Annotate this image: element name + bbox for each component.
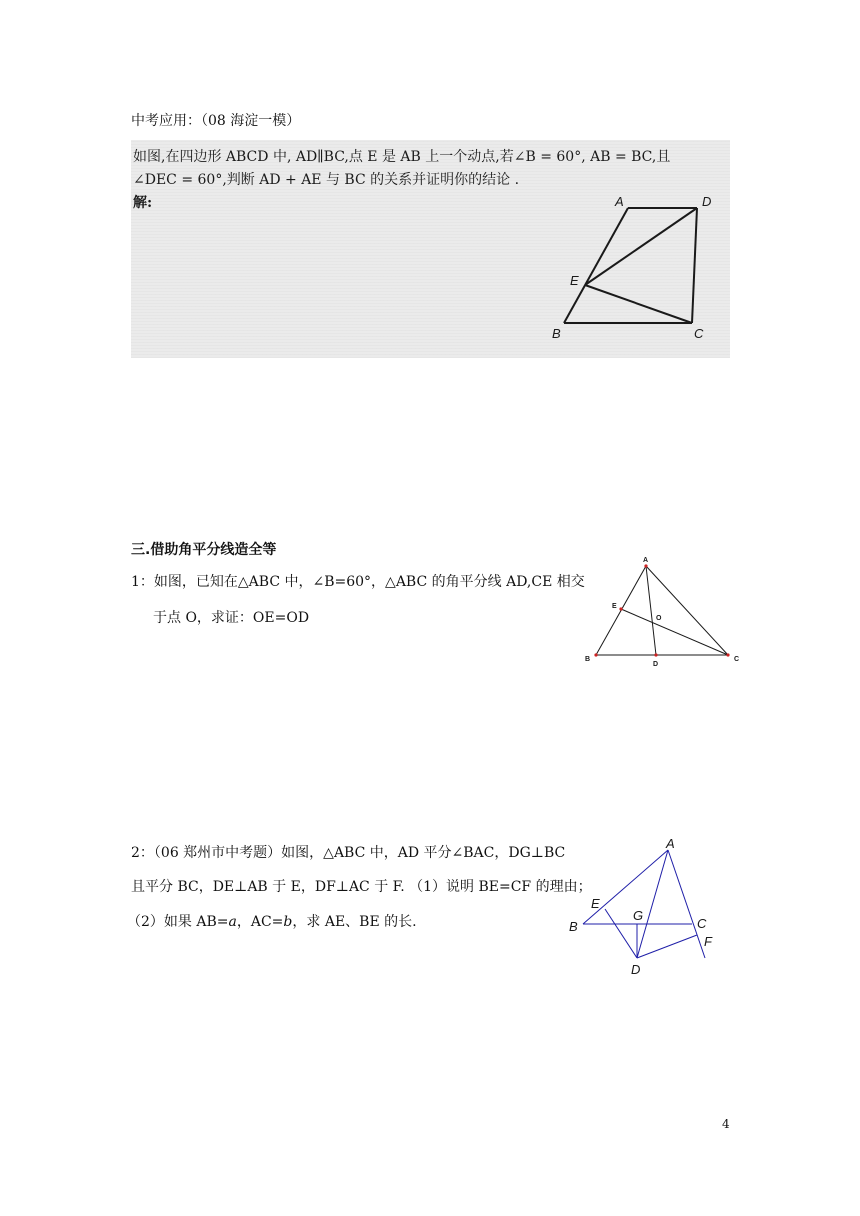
label-b: B: [585, 656, 591, 663]
point-b-dot: [594, 653, 597, 656]
problem-2-line-3-part-b: ，AC=: [236, 914, 284, 930]
problem-2-line-3-part-a: （2）如果 AB=: [127, 914, 229, 930]
problem-2-line-3: [127, 912, 417, 932]
solution-label: 解:: [133, 195, 153, 211]
line-df: [637, 935, 697, 958]
point-label-c: C: [694, 326, 704, 341]
problem-2-line-2: 且平分 BC，DE⊥AB 于 E，DF⊥AC 于 F. （1）说明 BE=CF 的理由；: [131, 879, 592, 895]
segment-ed: [585, 208, 697, 285]
scan-problem-line-1: 如图,在四边形 ABCD 中, AD∥BC,点 E 是 AB 上一个动点,若∠B = 60°, AB = BC,且: [133, 149, 671, 165]
label-e: E: [591, 896, 600, 911]
bisector-ce: [621, 609, 728, 655]
line-af: [668, 850, 705, 958]
side-ac: [646, 566, 728, 655]
label-a: A: [666, 836, 675, 851]
label-d: D: [653, 661, 659, 668]
triangle-abc-figure: [575, 550, 755, 670]
point-e-dot: [619, 607, 622, 610]
point-label-e: E: [570, 273, 579, 288]
section-3-heading: 三.借助角平分线造全等: [131, 542, 277, 558]
line-ba: [583, 850, 668, 924]
application-heading: 中考应用：（08 海淀一模）: [131, 113, 301, 129]
page-number: 4: [722, 1117, 730, 1131]
segment-dc: [692, 208, 697, 323]
scan-problem-line-2: ∠DEC = 60°,判断 AD + AE 与 BC 的关系并证明你的结论 .: [133, 172, 520, 188]
bisector-figure: [560, 830, 730, 990]
label-c: C: [697, 916, 707, 931]
segment-ec: [585, 285, 692, 323]
variable-a: a: [228, 914, 237, 930]
point-label-a: A: [615, 194, 624, 209]
line-ad: [637, 850, 668, 958]
quadrilateral-figure: [131, 140, 730, 358]
problem-1-line-2: 于点 O，求证：OE=OD: [153, 610, 310, 626]
scanned-problem-image: [131, 140, 730, 358]
segment-ab: [564, 208, 628, 323]
point-a-dot: [644, 564, 647, 567]
label-f: F: [704, 934, 712, 949]
variable-b: b: [283, 914, 293, 930]
bisector-ad: [646, 566, 656, 655]
problem-2-line-1: 2：（06 郑州市中考题）如图，△ABC 中，AD 平分∠BAC，DG⊥BC: [131, 845, 566, 861]
label-c: C: [734, 656, 740, 663]
label-b: B: [569, 919, 578, 934]
problem-2-line-3-part-c: ，求 AE、BE 的长.: [292, 914, 417, 930]
point-label-b: B: [552, 326, 561, 341]
label-g: G: [633, 908, 644, 923]
label-o: O: [656, 615, 662, 622]
point-c-dot: [726, 653, 729, 656]
problem-1-line-1: 1：如图，已知在△ABC 中，∠B=60°，△ABC 的角平分线 AD,CE 相交: [131, 574, 585, 590]
label-d: D: [631, 962, 641, 977]
label-a: A: [643, 557, 649, 564]
point-label-d: D: [702, 194, 712, 209]
label-e: E: [612, 603, 617, 610]
point-d-dot: [654, 653, 657, 656]
